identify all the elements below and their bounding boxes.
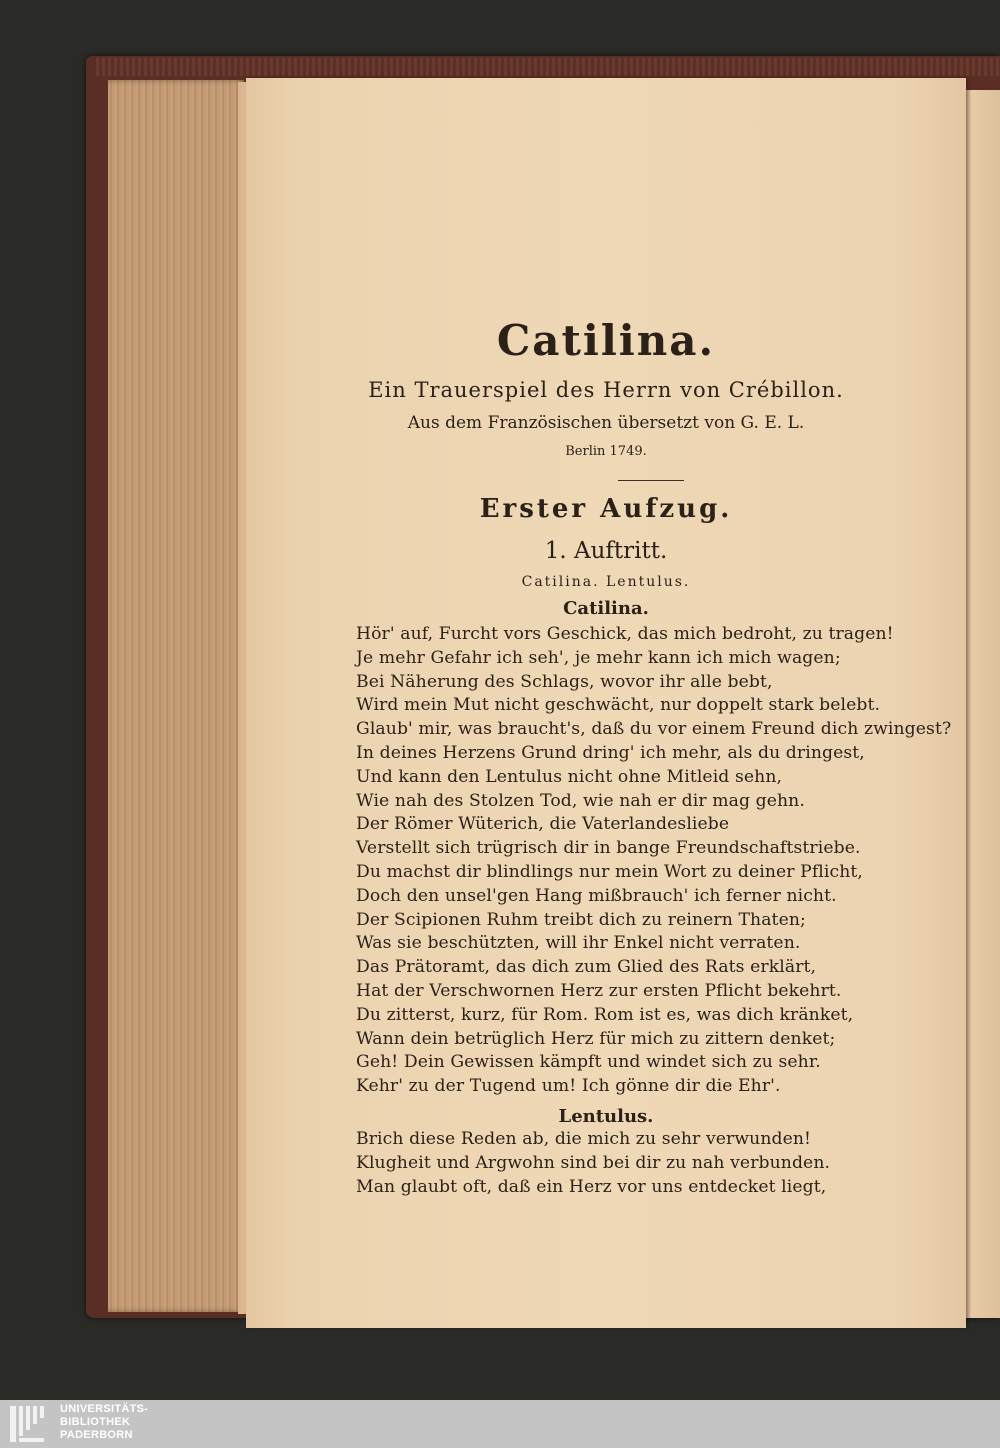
verse-line: Das Prätoramt, das dich zum Glied des Rats erklärt, <box>356 957 817 978</box>
verse-line: Hör' auf, Furcht vors Geschick, das mich bedroht, zu tragen! <box>356 624 894 644</box>
library-name-line: BIBLIOTHEK <box>60 1416 131 1428</box>
library-footer-bar <box>0 1400 1000 1448</box>
verse-line: Je mehr Gefahr ich seh', je mehr kann ich mich wagen; <box>356 647 841 668</box>
act-heading: Erster Aufzug. <box>479 494 733 524</box>
verse-line: Der Scipionen Ruhm treibt dich zu reinern Thaten; <box>356 909 806 930</box>
verse-line: In deines Herzens Grund dring' ich mehr, als du dringest, <box>356 742 865 763</box>
verse-line: Glaub' mir, was braucht's, daß du vor einem Freund dich zwingest? <box>356 719 952 740</box>
verse-line: Und kann den Lentulus nicht ohne Mitleid sehn, <box>356 766 783 787</box>
page-subtitle: Ein Trauerspiel des Herrn von Crébillon. <box>368 378 844 402</box>
verse-line: Was sie beschützten, will ihr Enkel nicht verraten. <box>356 933 801 954</box>
character-list: Catilina. Lentulus. <box>521 574 691 590</box>
verse-line: Bei Näherung des Schlags, wovor ihr alle bebt, <box>356 671 773 692</box>
page-block-edges <box>108 80 244 1312</box>
verse-line: Wie nah des Stolzen Tod, wie nah er dir mag gehn. <box>356 790 805 811</box>
library-logo-icon <box>10 1406 46 1442</box>
verse-line: Doch den unsel'gen Hang mißbrauch' ich ferner nicht. <box>356 885 837 906</box>
right-page-edge <box>964 90 1000 1318</box>
verse-line: Der Römer Wüterich, die Vaterlandesliebe <box>356 814 730 835</box>
page-title: Catilina. <box>496 316 716 365</box>
book-cover-top-edge <box>96 58 1000 76</box>
verse-line: Hat der Verschwornen Herz zur ersten Pflicht bekehrt. <box>356 980 842 1001</box>
verse-block <box>356 1128 830 1199</box>
verse-line: Wird mein Mut nicht geschwächt, nur doppelt stark belebt. <box>356 695 881 716</box>
speaker-name: Lentulus. <box>558 1106 654 1127</box>
verse-line: Kehr' zu der Tugend um! Ich gönne dir die Ehr'. <box>356 1076 781 1097</box>
verse-line: Du machst dir blindlings nur mein Wort zu deiner Pflicht, <box>356 861 863 882</box>
library-name-line: PADERBORN <box>60 1429 133 1441</box>
verse-line: Geh! Dein Gewissen kämpft und windet sich zu sehr. <box>356 1052 821 1073</box>
verse-line: Brich diese Reden ab, die mich zu sehr verwunden! <box>356 1129 812 1149</box>
verse-line: Man glaubt oft, daß ein Herz vor uns entdecket liegt, <box>356 1176 827 1197</box>
scene-heading: 1. Auftritt. <box>544 538 668 564</box>
title-divider <box>618 480 684 481</box>
book-page <box>246 78 966 1328</box>
verse-block <box>356 623 951 1099</box>
verse-line: Wann dein betrüglich Herz für mich zu zittern denket; <box>356 1028 836 1049</box>
translation-note: Aus dem Französischen übersetzt von G. E. L. <box>407 413 805 433</box>
verse-line: Du zitterst, kurz, für Rom. Rom ist es, was dich kränket, <box>356 1004 854 1025</box>
library-name[interactable] <box>60 1403 148 1442</box>
verse-line: Klugheit und Argwohn sind bei dir zu nah verbunden. <box>356 1152 831 1173</box>
speaker-name: Catilina. <box>563 598 649 619</box>
publication-line: Berlin 1749. <box>565 444 647 459</box>
verse-line: Verstellt sich trügrisch dir in bange Freundschaftstriebe. <box>356 838 861 859</box>
library-name-line: UNIVERSITÄTS- <box>60 1403 149 1415</box>
